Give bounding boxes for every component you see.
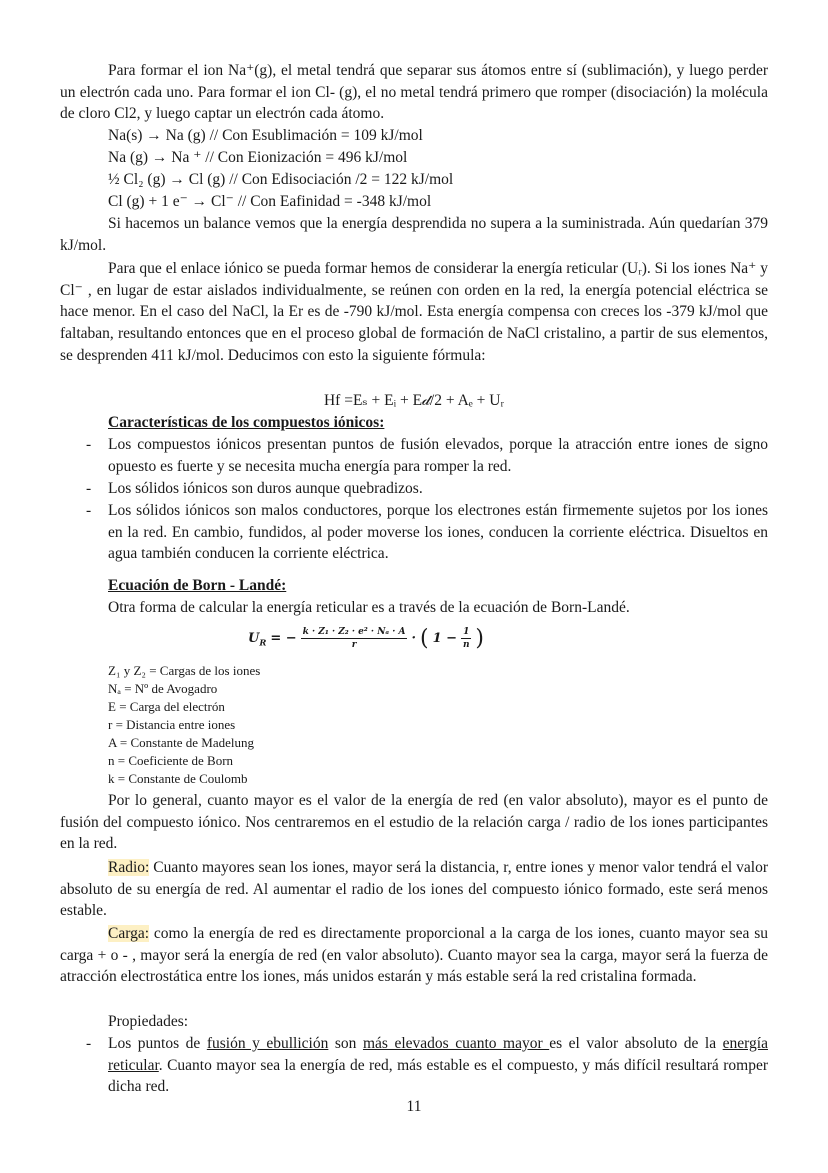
paragraph-general: Por lo general, cuanto mayor es el valor de la energía de red (en valor absoluto), mayor es el punto de fusión del compuesto iónico. Nos centraremos en el estudio de la relación carga / radio de los iones participantes en la red. <box>60 792 768 853</box>
bullet-dash: - <box>86 480 92 497</box>
heading-born-lande: Ecuación de Born - Landé: <box>108 577 287 594</box>
highlight-carga: Carga: <box>108 925 150 942</box>
bullet-dash: - <box>86 502 92 519</box>
reaction-dissociation: ½ Cl₂ (g) → Cl (g) // Con Edisociación /2 = 122 kJ/mol <box>108 171 454 188</box>
legend-item: E = Carga del electrón <box>108 699 225 714</box>
bullet-text: Los puntos de fusión y ebullición son más elevados cuanto mayor es el valor absoluto de la energía reticular. Cuanto mayor sea la energía de red, más estable es el compuesto, y más difícil resultará romper dicha red. <box>108 1035 768 1096</box>
propiedades-label: Propiedades: <box>108 1013 189 1030</box>
paragraph-radio: Radio: Cuanto mayores sean los iones, mayor será la distancia, r, entre iones y menor valor tendrá el valor absoluto de su energía de red. Al aumentar el radio de los iones del compuesto iónico formado, este será menos estable. <box>60 859 768 920</box>
bullet-dash: - <box>86 1035 92 1052</box>
legend-item: r = Distancia entre iones <box>108 717 236 732</box>
paragraph-carga: Carga: como la energía de red es directamente proporcional a la carga de los iones, cuanto mayor sea su carga + o - , mayor será la energía de red (en valor absoluto). Cuanto mayor sea la carga, mayor será la fuerza de atracción electrostática entre los iones, más unidos estarán y más estable será la red cristalina formada. <box>60 925 768 986</box>
bullet-text: Los sólidos iónicos son duros aunque quebradizos. <box>108 480 423 497</box>
heading-ionic-characteristics: Características de los compuestos iónicos: <box>108 414 385 431</box>
bullet-item <box>60 500 768 565</box>
formula-lhs: $U_R$ <box>248 631 267 648</box>
legend-item: k = Constante de Coulomb <box>108 771 248 786</box>
paragraph-lattice-energy: Para que el enlace iónico se pueda formar hemos de considerar la energía reticular (Uᵣ). Si los iones Na⁺ y Cl⁻ , en lugar de estar aislados individualmente, se reúnen con orden en la red, la energía potencial eléctrica se hace menor. En el caso del NaCl, la Er es de -790 kJ/mol. Esta energía compensa con creces los -379 kJ/mol que faltaban, resultando entonces que en el proceso global de formación de NaCl cristalino, a partir de sus elementos, se desprenden 411 kJ/mol. Deducimos con esto la siguiente fórmula: <box>60 260 768 364</box>
hf-formula: Hf =Eₛ + Eᵢ + E𝒹/2 + Aₑ + Uᵣ <box>323 392 505 409</box>
bullet-text: Los compuestos iónicos presentan puntos de fusión elevados, porque la atracción entre iones de signo opuesto es fuerte y se necesita mucha energía para romper la red. <box>108 436 768 475</box>
bullet-item <box>60 434 768 477</box>
paragraph-ion-formation: Para formar el ion Na⁺(g), el metal tendrá que separar sus átomos entre sí (sublimación), y luego perder un electrón cada uno. Para formar el ion Cl- (g), el no metal tendrá primero que romper (disociación) la molécula de cloro Cl2, y luego captar un electrón cada átomo. <box>60 62 768 123</box>
reaction-sublimation: Na(s) → Na (g) // Con Esublimación = 109 kJ/mol <box>108 127 423 144</box>
legend-item: n = Coeficiente de Born <box>108 753 234 768</box>
formula-one-minus: 1 − <box>432 631 458 646</box>
formula-eq: = − <box>270 631 297 646</box>
bullet-text: Los sólidos iónicos son malos conductores, porque los electrones están firmemente sujetos por los iones en la red. En cambio, fundidos, al poder moverse los iones, conducen la corriente eléctrica. Disueltos en agua también conducen la corriente eléctrica. <box>108 502 768 563</box>
born-lande-formula: $U_R$ = − $\frac{\text{k · Z₁ · Z₂ · e² · Nₐ · A}}{r}$ · ( 1 − $\frac{1}{n}$ ) <box>248 626 484 651</box>
paragraph-balance: Si hacemos un balance vemos que la energía desprendida no supera a la suministrada. Aún quedarían 379 kJ/mol. <box>60 215 768 254</box>
legend-item: Z₁ y Z₂ = Cargas de los iones <box>108 663 261 678</box>
formula-dot: · <box>411 631 417 646</box>
bullet-item <box>60 478 768 500</box>
page-number: 11 <box>406 1098 422 1115</box>
bullet-item <box>60 1033 768 1098</box>
reaction-affinity: Cl (g) + 1 e⁻ → Cl⁻ // Con Eafinidad = -348 kJ/mol <box>108 193 432 210</box>
reaction-ionization: Na (g) → Na ⁺ // Con Eionización = 496 kJ/mol <box>108 149 408 166</box>
legend-item: Nₐ = Nº de Avogadro <box>108 681 218 696</box>
formula-inner-fraction: $\frac{1}{n}$ <box>462 627 470 650</box>
legend-item: A = Constante de Madelung <box>108 735 254 750</box>
born-lande-intro: Otra forma de calcular la energía reticular es a través de la ecuación de Born-Landé. <box>108 599 630 616</box>
formula-fraction: $\frac{\text{k · Z₁ · Z₂ · e² · Nₐ · A}}{r}$ <box>302 627 406 650</box>
highlight-radio: Radio: <box>108 859 150 876</box>
bullet-dash: - <box>86 436 92 453</box>
